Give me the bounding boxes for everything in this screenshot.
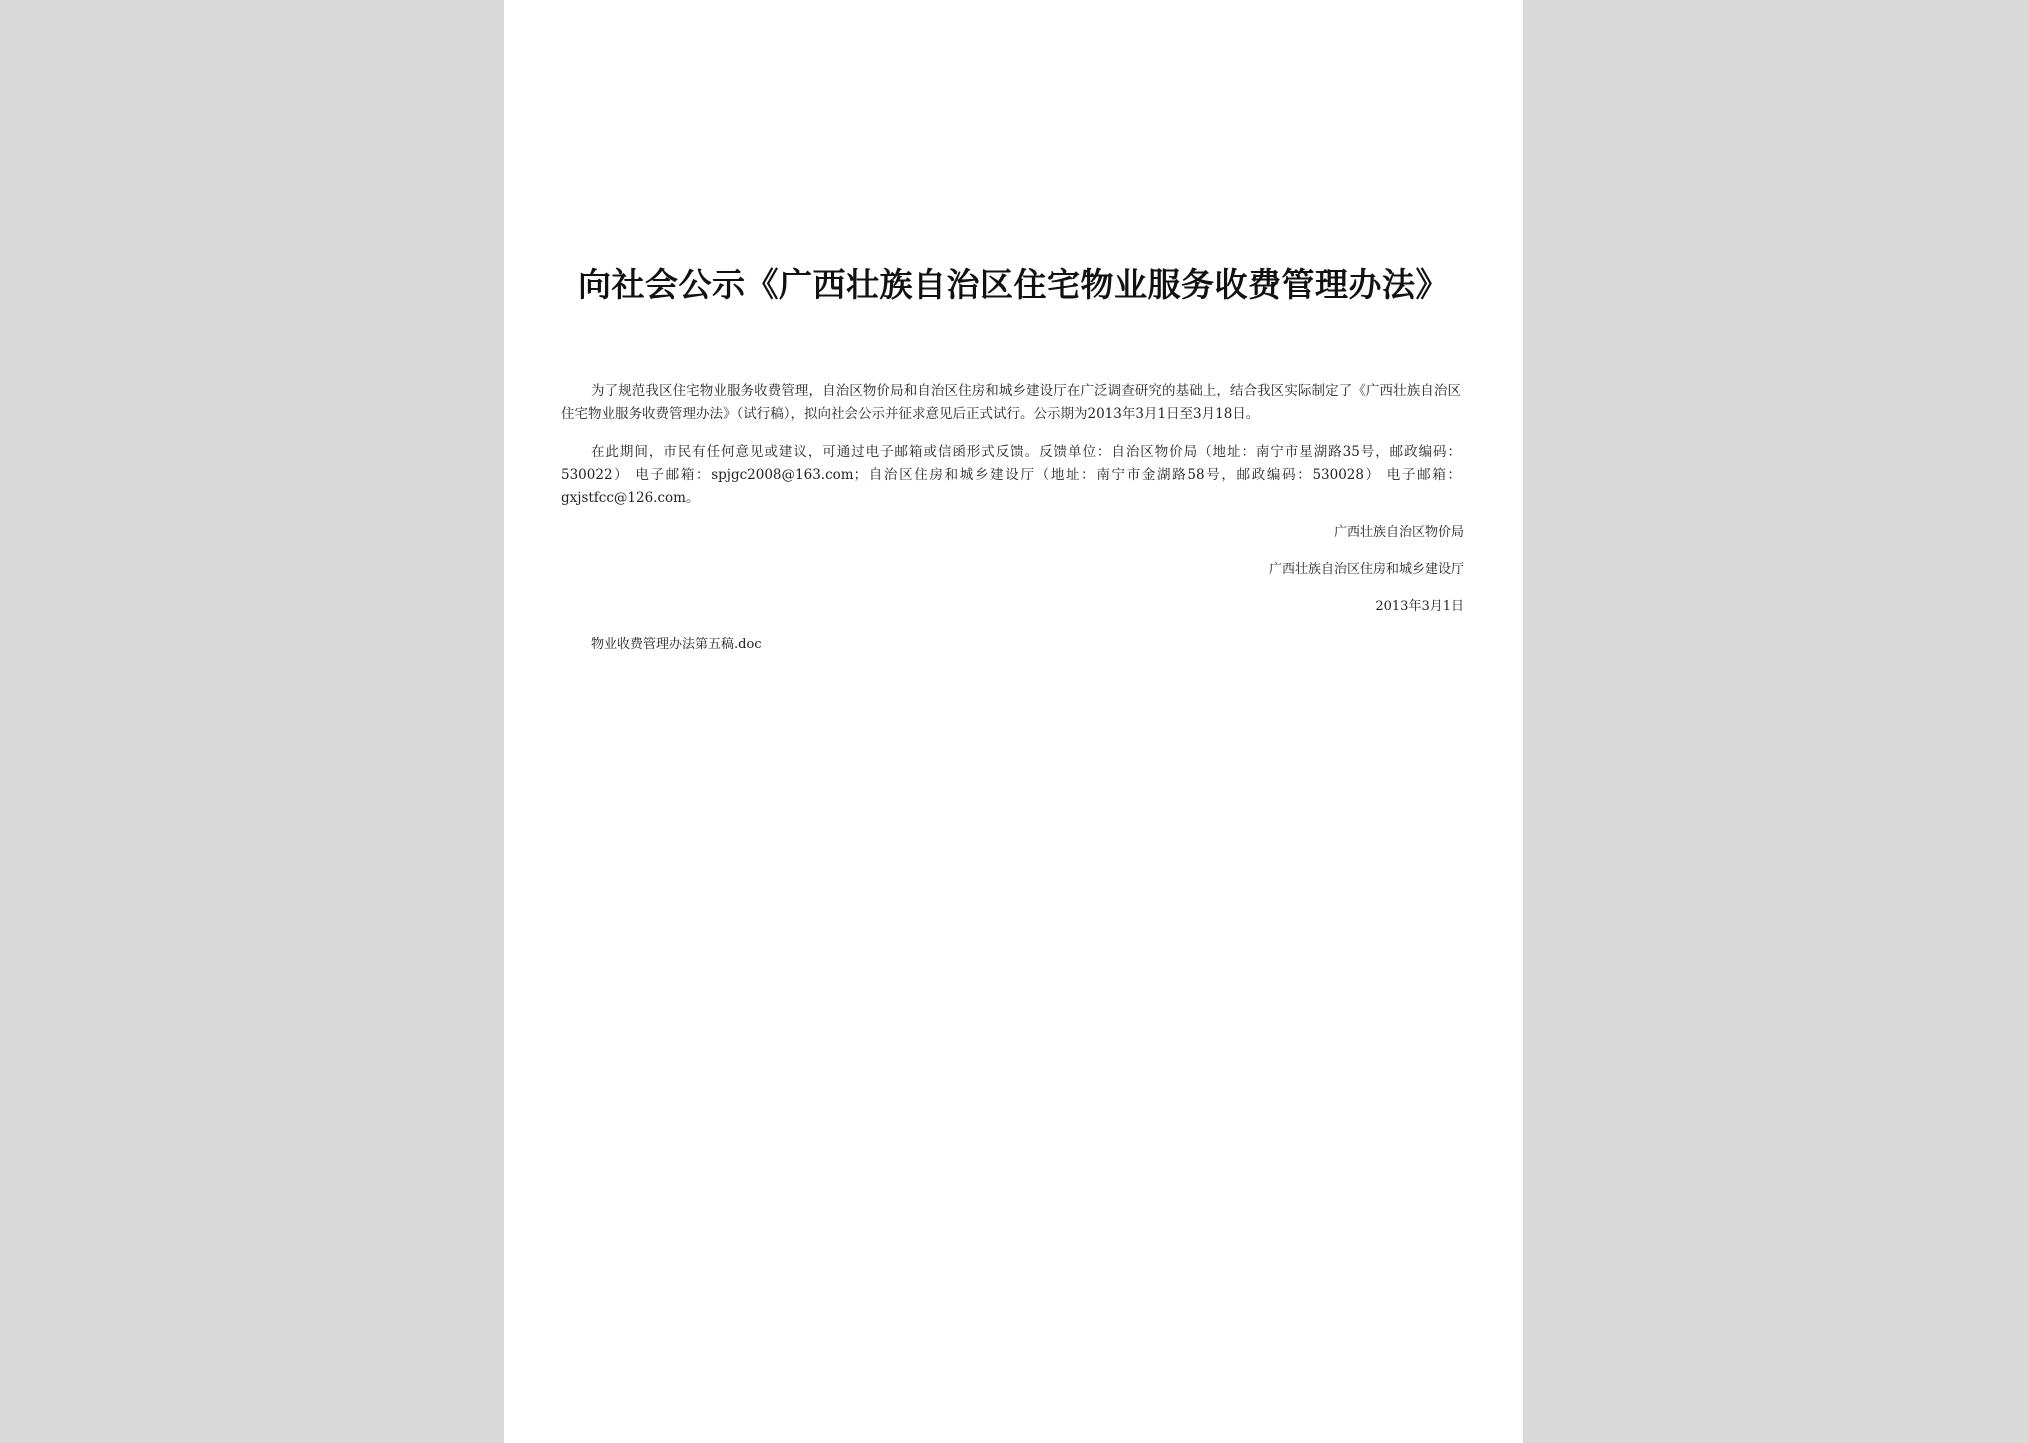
- signatory-price-bureau: 广西壮族自治区物价局: [1333, 525, 1464, 540]
- document-page: [504, 0, 1523, 1443]
- signatory-housing-department: 广西壮族自治区住房和城乡建设厅: [1268, 562, 1464, 577]
- paragraph-feedback: 在此期间，市民有任何意见或建议，可通过电子邮箱或信函形式反馈。反馈单位：自治区物价局（地址：南宁市星湖路35号，邮政编码：530022） 电子邮箱：spjgc2008@163.com；自治区住房和城乡建设厅（地址：南宁市金湖路58号，邮政编码：530028） 电子邮箱：gxjstfcc@126.com。: [561, 444, 1461, 506]
- signature-date: 2013年3月1日: [1375, 599, 1464, 614]
- document-title: 向社会公示《广西壮族自治区住宅物业服务收费管理办法》: [578, 265, 1449, 304]
- paragraph-purpose: 为了规范我区住宅物业服务收费管理，自治区物价局和自治区住房和城乡建设厅在广泛调查研究的基础上，结合我区实际制定了《广西壮族自治区住宅物业服务收费管理办法》（试行稿），拟向社会公示并征求意见后正式试行。公示期为2013年3月1日至3月18日。: [561, 383, 1461, 422]
- attachment-link[interactable]: 物业收费管理办法第五稿.doc: [591, 637, 762, 652]
